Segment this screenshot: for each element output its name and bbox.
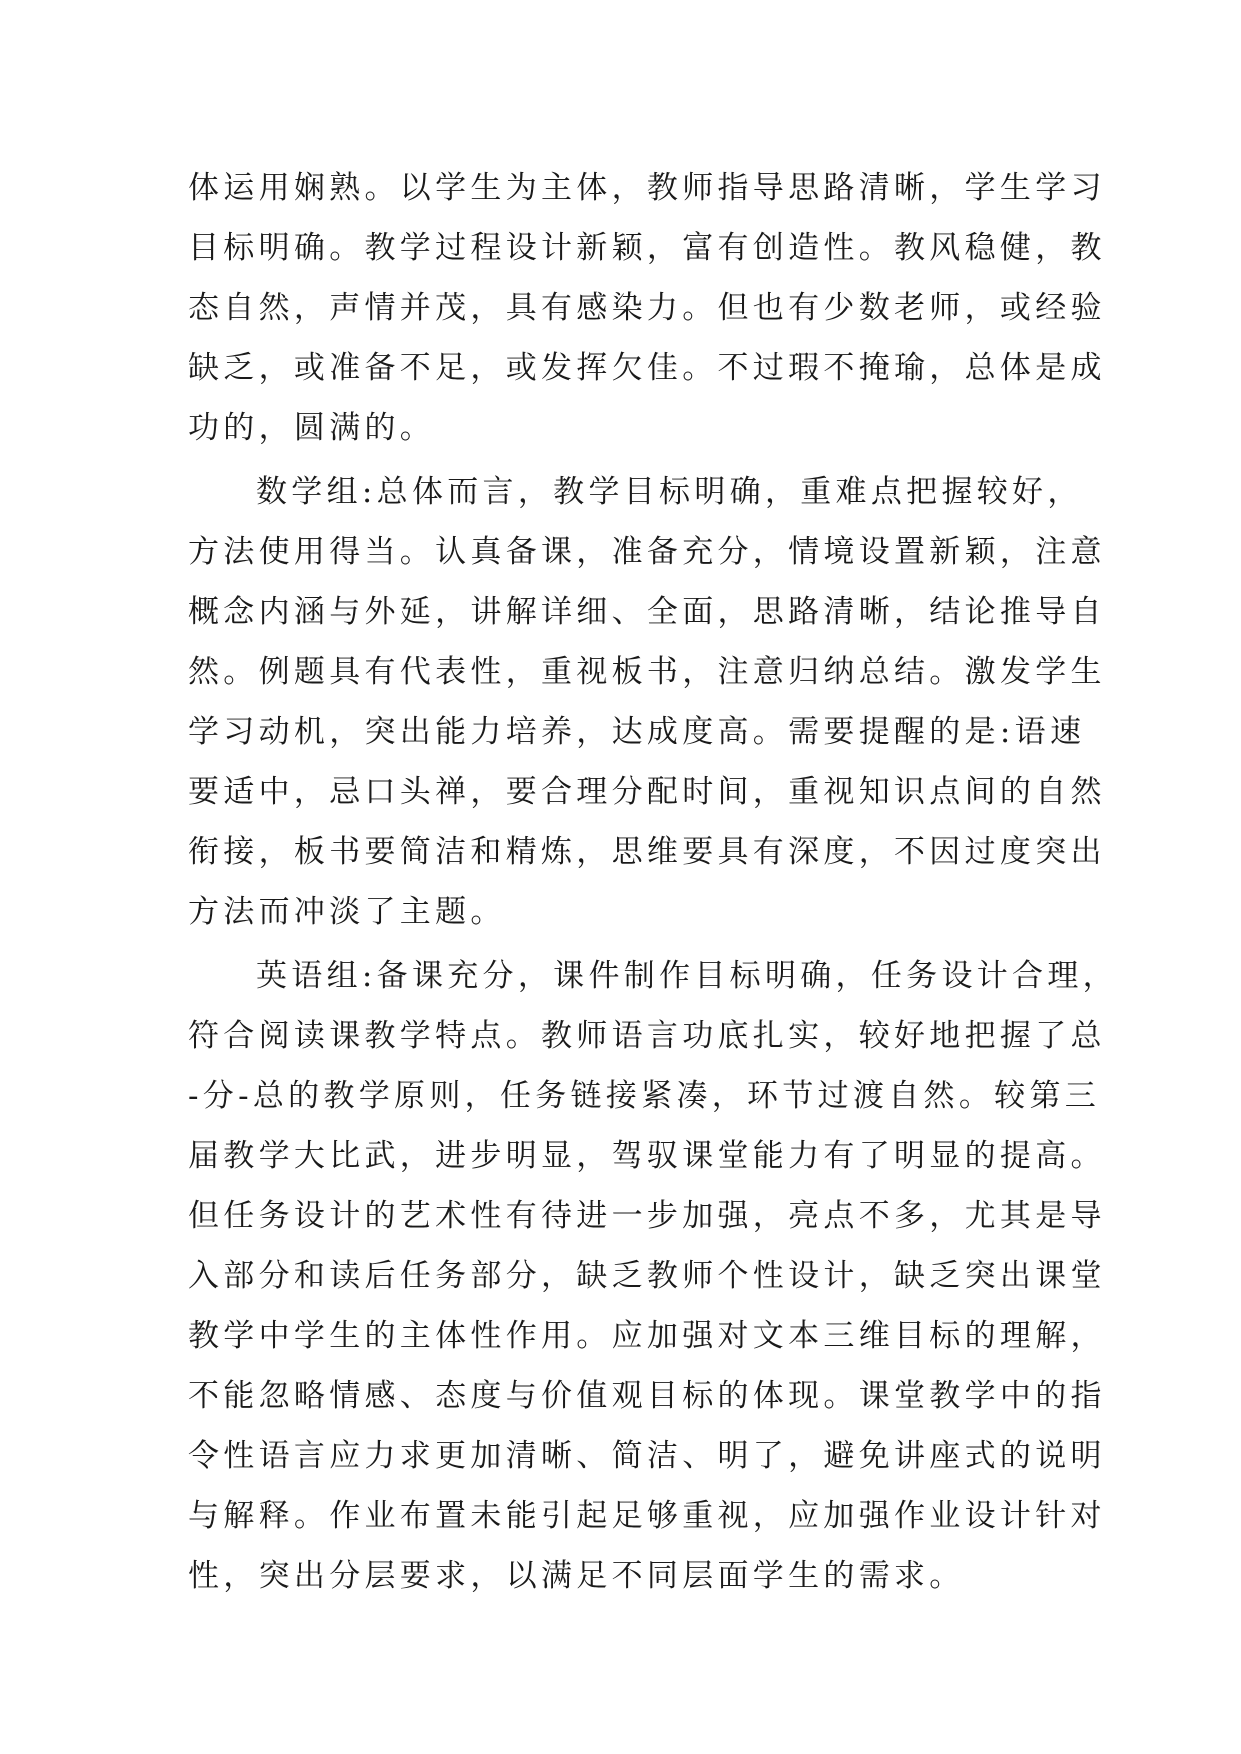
text-line: 然。例题具有代表性，重视板书，注意归纳总结。激发学生 — [188, 654, 1106, 690]
paragraph-math-group — [188, 462, 1106, 942]
text-line: 体运用娴熟。以学生为主体，教师指导思路清晰，学生学习 — [188, 170, 1106, 206]
text-line: 符合阅读课教学特点。教师语言功底扎实，较好地把握了总 — [188, 1018, 1106, 1054]
text-line: 方法使用得当。认真备课，准备充分，情境设置新颖，注意 — [188, 534, 1106, 570]
text-line: 概念内涵与外延，讲解详细、全面，思路清晰，结论推导自 — [188, 594, 1106, 630]
paragraph-continuation — [188, 158, 1106, 458]
text-line: 要适中，忌口头禅，要合理分配时间，重视知识点间的自然 — [188, 774, 1106, 810]
text-line: 功的，圆满的。 — [188, 410, 436, 446]
text-line: 缺乏，或准备不足，或发挥欠佳。不过瑕不掩瑜，总体是成 — [188, 350, 1106, 386]
text-line: 衔接，板书要简洁和精炼，思维要具有深度，不因过度突出 — [188, 834, 1106, 870]
text-line: 数学组:总体而言，教学目标明确，重难点把握较好， — [256, 474, 1083, 510]
text-line: 与解释。作业布置未能引起足够重视，应加强作业设计针对 — [188, 1498, 1106, 1534]
text-line: 英语组:备课充分，课件制作目标明确，任务设计合理， — [256, 958, 1118, 994]
text-line: -分-总的教学原则，任务链接紧凑，环节过渡自然。较第三 — [188, 1078, 1101, 1114]
document-body — [188, 158, 1118, 1606]
text-line: 但任务设计的艺术性有待进一步加强，亮点不多，尤其是导 — [188, 1198, 1106, 1234]
text-line: 学习动机，突出能力培养，达成度高。需要提醒的是:语速 — [188, 714, 1086, 750]
text-line: 入部分和读后任务部分，缺乏教师个性设计，缺乏突出课堂 — [188, 1258, 1106, 1294]
text-line: 方法而冲淡了主题。 — [188, 894, 506, 930]
text-line: 目标明确。教学过程设计新颖，富有创造性。教风稳健，教 — [188, 230, 1106, 266]
text-line: 不能忽略情感、态度与价值观目标的体现。课堂教学中的指 — [188, 1378, 1106, 1414]
text-line: 令性语言应力求更加清晰、简洁、明了，避免讲座式的说明 — [188, 1438, 1106, 1474]
text-line: 教学中学生的主体性作用。应加强对文本三维目标的理解， — [188, 1318, 1106, 1354]
text-line: 性，突出分层要求，以满足不同层面学生的需求。 — [188, 1558, 965, 1594]
text-line: 届教学大比武，进步明显，驾驭课堂能力有了明显的提高。 — [188, 1138, 1106, 1174]
paragraph-english-group — [188, 946, 1118, 1606]
text-line: 态自然，声情并茂，具有感染力。但也有少数老师，或经验 — [188, 290, 1106, 326]
